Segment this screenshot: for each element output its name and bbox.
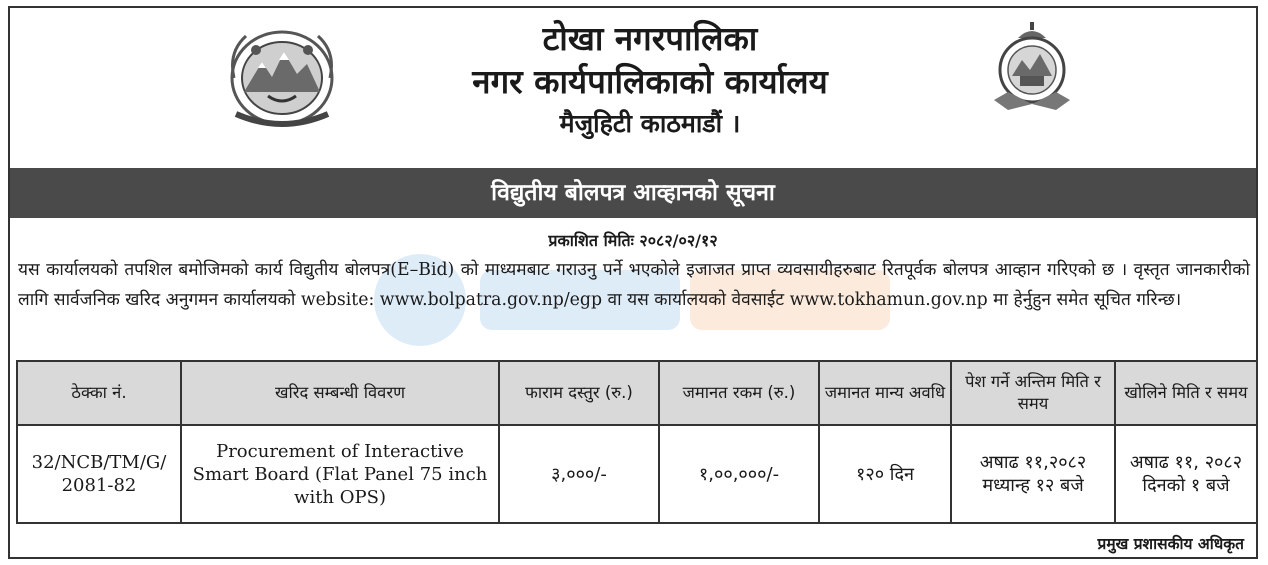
office-name: नगर कार्यपालिकाको कार्यालय xyxy=(472,62,828,101)
notice-paragraph: यस कार्यालयको तपशिल बमोजिमको कार्य विद्युतीय बोलपत्र(E–Bid) को माध्यमबाट गराउनु पर्ने भएकोले इजाजत प्राप्त व्यवसायीहरुबाट रितपूर्वक बोलपत्र आव्हान गरिएको छ । वृस्तृत जानकारीको लागि सार्वजनिक खरिद अनुगमन कार्यालयको website: www.bolpatra.gov.np/egp वा यस कार्यालयको वेवसाईट www.tokhamun.gov.np मा हेर्नुहुन समेत सूचित गरिन्छ। xyxy=(18,260,1250,310)
header-procurement-details: खरिद सम्बन्धी विवरण xyxy=(181,361,499,425)
tokha-municipality-logo-icon xyxy=(990,20,1074,116)
nepal-government-emblem-icon xyxy=(222,22,342,134)
tender-table xyxy=(16,360,1258,524)
signatory-title: प्रमुख प्रशासकीय अधिकृत xyxy=(1097,535,1244,553)
header-opening-date: खोलिने मिति र समय xyxy=(1115,361,1257,425)
office-address: मैजुहिटी काठमाडौं । xyxy=(559,109,741,138)
office-title-block xyxy=(370,18,930,144)
table-row xyxy=(17,425,1257,523)
municipality-name: टोखा नगरपालिका xyxy=(542,19,758,58)
opening-date-cell: अषाढ ११, २०८२ दिनको १ बजे xyxy=(1115,425,1257,523)
header-contract-no: ठेक्का नं. xyxy=(17,361,181,425)
header-bid-security: जमानत रकम (रु.) xyxy=(659,361,819,425)
published-date: प्रकाशित मितिः २०८२/०२/१२ xyxy=(548,231,718,250)
form-fee-cell: ३,०००/- xyxy=(499,425,659,523)
bid-security-cell: १,००,०००/- xyxy=(659,425,819,523)
table-header-row xyxy=(17,361,1257,425)
procurement-details-cell: Procurement of Interactive Smart Board (Flat Panel 75 inch with OPS) xyxy=(181,425,499,523)
contract-no-cell: 32/NCB/TM/G/ 2081-82 xyxy=(17,425,181,523)
security-validity-cell: १२० दिन xyxy=(819,425,951,523)
notice-title-banner: विद्युतीय बोलपत्र आव्हानको सूचना xyxy=(10,168,1256,218)
header-form-fee: फाराम दस्तुर (रु.) xyxy=(499,361,659,425)
header xyxy=(10,8,1256,168)
header-submission-deadline: पेश गर्ने अन्तिम मिति र समय xyxy=(951,361,1115,425)
header-security-validity: जमानत मान्य अवधि xyxy=(819,361,951,425)
submission-deadline-cell: अषाढ ११,२०८२ मध्यान्ह १२ बजे xyxy=(951,425,1115,523)
notice-frame xyxy=(8,6,1258,559)
